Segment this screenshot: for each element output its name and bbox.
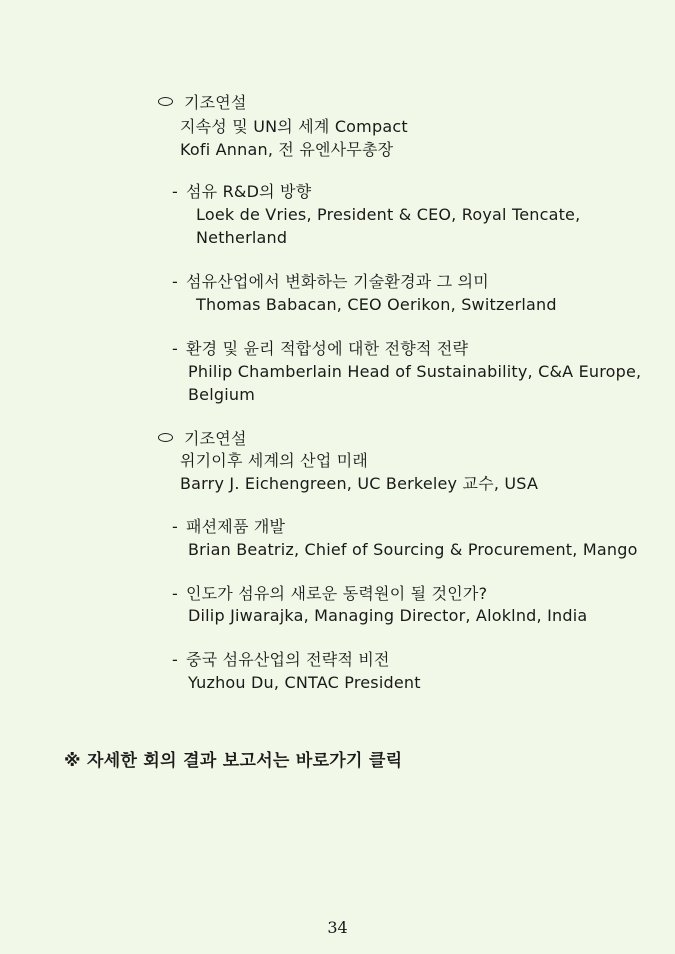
page-number: 34 xyxy=(327,918,348,937)
session-speaker: Brian Beatriz, Chief of Sourcing & Procurement, Mango xyxy=(188,540,638,559)
keynote-speaker: Kofi Annan, 전 유엔사무총장 xyxy=(180,140,394,159)
report-link-note[interactable]: ※ 자세한 회의 결과 보고서는 바로가기 클릭 xyxy=(64,751,403,771)
dash-bullet: - xyxy=(172,182,178,201)
keynote-topic: 지속성 및 UN의 세계 Compact xyxy=(180,117,408,136)
session-speaker: Yuzhou Du, CNTAC President xyxy=(188,673,421,692)
dash-bullet: - xyxy=(172,272,178,291)
session-heading: - 중국 섬유산업의 전략적 비전 xyxy=(172,650,390,669)
session-speaker: Thomas Babacan, CEO Oerikon, Switzerland xyxy=(196,295,557,314)
session-speaker-cont: Belgium xyxy=(188,385,255,404)
keynote-heading-2 xyxy=(158,428,247,450)
dash-bullet: - xyxy=(172,517,178,536)
keynote-heading-1 xyxy=(158,92,247,114)
keynote-speaker: Barry J. Eichengreen, UC Berkeley 교수, USA xyxy=(180,474,539,493)
session-speaker: Dilip Jiwarajka, Managing Director, Aloklnd, India xyxy=(188,606,588,625)
circle-bullet-icon xyxy=(158,97,173,106)
session-speaker: Loek de Vries, President & CEO, Royal Tencate, xyxy=(196,205,581,224)
keynote-title: 기조연설 xyxy=(184,429,247,448)
session-heading: - 환경 및 윤리 적합성에 대한 전향적 전략 xyxy=(172,339,469,358)
dash-bullet: - xyxy=(172,584,178,603)
session-speaker: Philip Chamberlain Head of Sustainability, C&A Europe, xyxy=(188,362,642,381)
circle-bullet-icon xyxy=(158,433,173,442)
keynote-topic: 위기이후 세계의 산업 미래 xyxy=(180,451,369,470)
session-heading: - 섬유산업에서 변화하는 기술환경과 그 의미 xyxy=(172,272,489,291)
dash-bullet: - xyxy=(172,650,178,669)
session-speaker-cont: Netherland xyxy=(196,228,288,247)
session-heading: - 섬유 R&D의 방향 xyxy=(172,182,312,201)
session-heading: - 인도가 섬유의 새로운 동력원이 될 것인가? xyxy=(172,584,488,603)
keynote-title: 기조연설 xyxy=(184,93,247,112)
dash-bullet: - xyxy=(172,339,178,358)
session-heading: - 패션제품 개발 xyxy=(172,517,286,536)
